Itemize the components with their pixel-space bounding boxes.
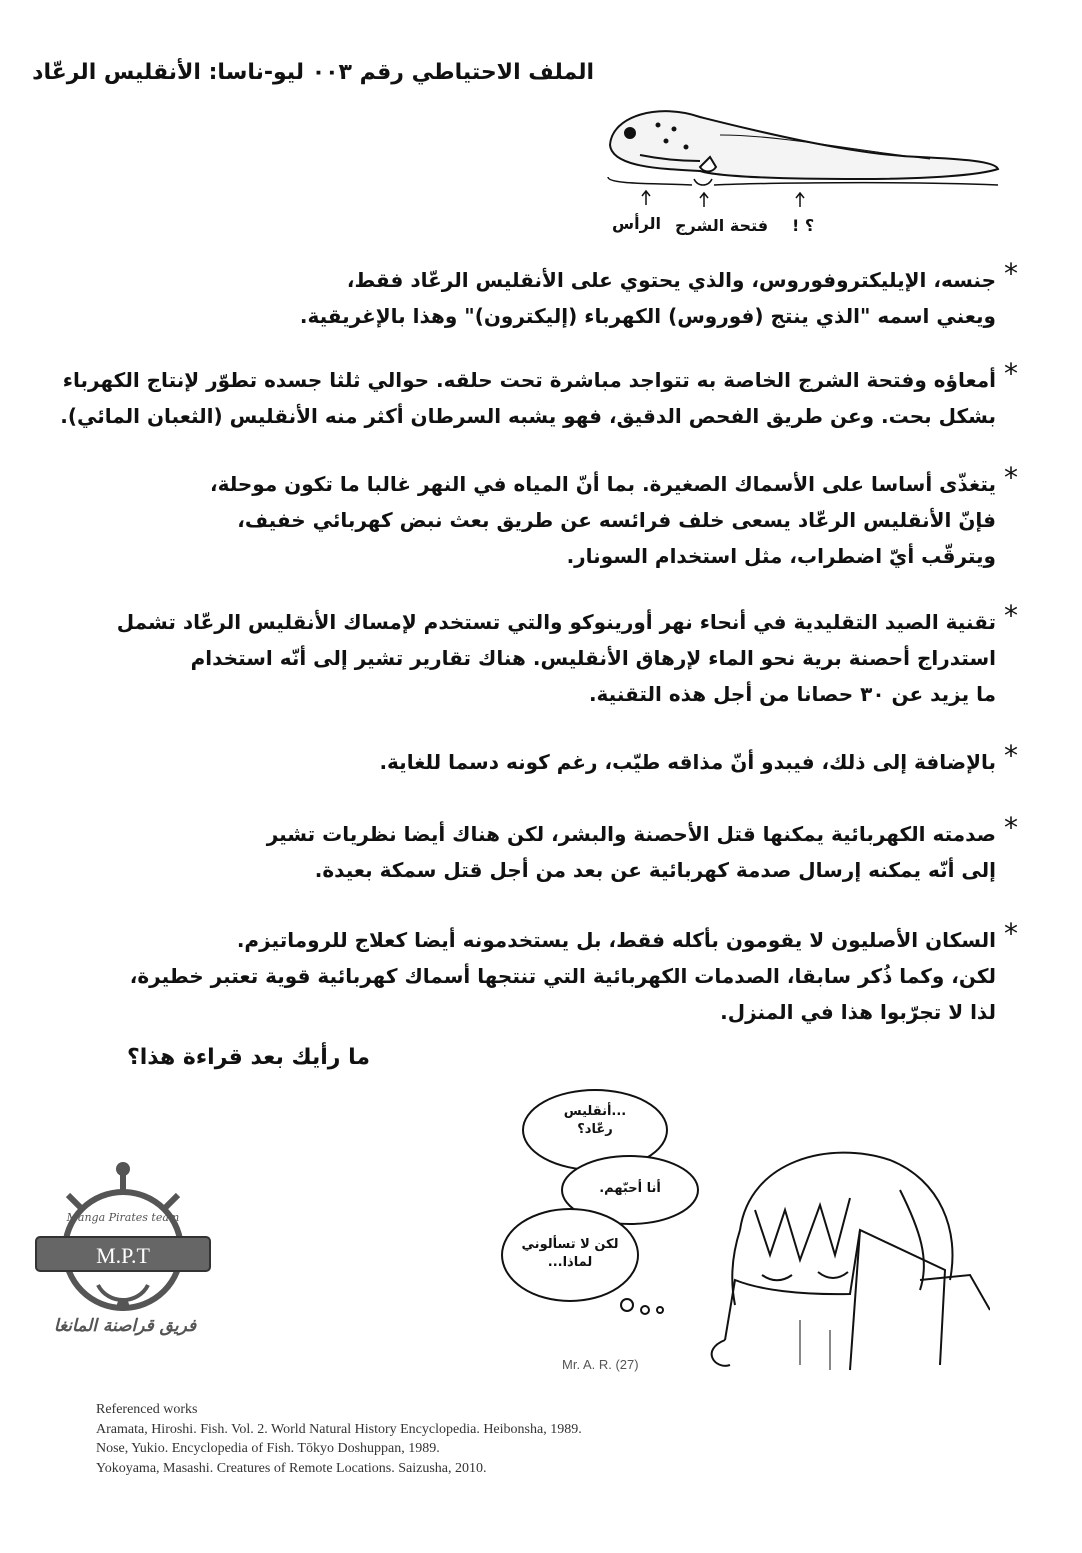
bubble-line: لكن لا تسألوني	[521, 1237, 619, 1252]
logo-arabic-text: فريق قراصنة المانغا	[53, 1316, 197, 1336]
page-title: الملف الاحتياطي رقم ٠٠٣ ليو-ناسا: الأنقليس الرعّاد	[32, 60, 594, 85]
bullet-star: *	[1004, 739, 1018, 772]
thought-dot-2	[641, 1306, 649, 1314]
bullet-star: *	[1004, 917, 1018, 950]
paragraph-line: أمعاؤه وفتحة الشرج الخاصة به تتواجد مباشرة تحت حلقه. حوالي ثلثا جسده تطوّر لإنتاج الكهرباء	[62, 368, 996, 392]
diagram-label-anal: فتحة الشرج	[675, 216, 769, 235]
thought-dot-3	[657, 1307, 663, 1313]
paragraph-genus	[56, 257, 1018, 334]
bubble-line: لماذا...	[547, 1255, 593, 1270]
bullet-star: *	[1004, 357, 1018, 390]
paragraph-taste	[56, 739, 1018, 780]
paragraph-line: بالإضافة إلى ذلك، فيبدو أنّ مذاقه طيّب، رغم كونه دسما للغاية.	[379, 750, 996, 774]
character-drawing	[712, 1153, 990, 1370]
paragraph-line: ويترقّب أيّ اضطراب، مثل استخدام السونار.	[566, 544, 996, 568]
paragraph-line: يتغذّى أساسا على الأسماك الصغيرة. بما أنّ المياه في النهر غالبا ما تكون موحلة،	[209, 472, 996, 496]
paragraph-line: استدراج أحصنة برية نحو الماء لإرهاق الأنقليس. هناك تقارير تشير إلى أنّه استخدام	[190, 646, 996, 670]
bubble-1-text	[520, 1103, 670, 1139]
reference-item: Nose, Yukio. Encyclopedia of Fish. Tōkyo Doshuppan, 1989.	[96, 1441, 440, 1456]
paragraph-anatomy	[56, 357, 1018, 434]
paragraph-line: صدمته الكهربائية يمكنها قتل الأحصنة والبشر، لكن هناك أيضا نظريات تشير	[266, 822, 996, 846]
bullet-star: *	[1004, 599, 1018, 632]
reference-item: Aramata, Hiroshi. Fish. Vol. 2. World Natural History Encyclopedia. Heibonsha, 1989.	[96, 1421, 582, 1437]
paragraph-line: لذا لا تجرّبوا هذا في المنزل.	[720, 1000, 996, 1024]
paragraph-line: فإنّ الأنقليس الرعّاد يسعى خلف فرائسه عن طريق بعث نبض كهربائي خفيف،	[237, 508, 996, 532]
paragraph-line: تقنية الصيد التقليدية في أنحاء نهر أورينوكو والتي تستخدم لإمساك الأنقليس الرعّاد تشمل	[116, 610, 996, 634]
paragraph-line: ويعني اسمه "الذي ينتج (فوروس) الكهرباء (إليكترون)" وهذا بالإغريقية.	[299, 304, 996, 328]
logo-ring-text: Manga Pirates team	[66, 1211, 180, 1224]
bubble-line: رعّاد؟	[577, 1122, 613, 1137]
paragraph-line: لكن، وكما ذُكر سابقا، الصدمات الكهربائية التي تنتجها أسماك كهربائية قوية تعتبر خطيرة،	[129, 964, 996, 988]
bubble-2-text: أنا أحبّهم.	[599, 1181, 661, 1196]
eel-illustration	[610, 111, 998, 179]
reference-item: Yokoyama, Masashi. Creatures of Remote Locations. Saizusha, 2010.	[96, 1460, 487, 1476]
bullet-star: *	[1004, 811, 1018, 844]
bubble-line: ...أنقليس	[563, 1104, 627, 1119]
paragraph-line: ما يزيد عن ٣٠ حصانا من أجل هذه التقنية.	[588, 682, 996, 706]
bubble-3-text	[505, 1236, 635, 1272]
paragraph-hunting	[56, 599, 1018, 712]
paragraph-natives	[56, 917, 1018, 1030]
paragraph-line: جنسه، الإيليكتروفوروس، والذي يحتوي على الأنقليس الرعّاد فقط،	[346, 268, 996, 292]
panel-caption: Mr. A. R. (27)	[562, 1357, 639, 1372]
closing-question: ما رأيك بعد قراءة هذا؟	[127, 1045, 370, 1070]
paragraph-line: السكان الأصليون لا يقومون بأكله فقط، بل يستخدمونه أيضا كعلاج للروماتيزم.	[236, 928, 996, 952]
paragraph-line: بشكل بحت. وعن طريق الفحص الدقيق، فهو يشبه السرطان أكثر منه الأنقليس (الثعبان المائي).	[60, 404, 996, 428]
diagram-brackets	[608, 177, 998, 207]
diagram-label-head: الرأس	[612, 214, 662, 233]
paragraph-line: إلى أنّه يمكنه إرسال صدمة كهربائية عن بعد من أجل قتل سمكة بعيدة.	[314, 858, 996, 882]
bullet-star: *	[1004, 461, 1018, 494]
thought-dot-1	[621, 1299, 633, 1311]
references-heading: Referenced works	[96, 1402, 198, 1417]
diagram-label-unknown: ؟ !	[792, 216, 815, 235]
paragraph-shock	[56, 811, 1018, 888]
logo-center-text: M.P.T	[96, 1243, 150, 1268]
bullet-star: *	[1004, 257, 1018, 290]
paragraph-feeding	[56, 461, 1018, 574]
references	[96, 1400, 582, 1478]
